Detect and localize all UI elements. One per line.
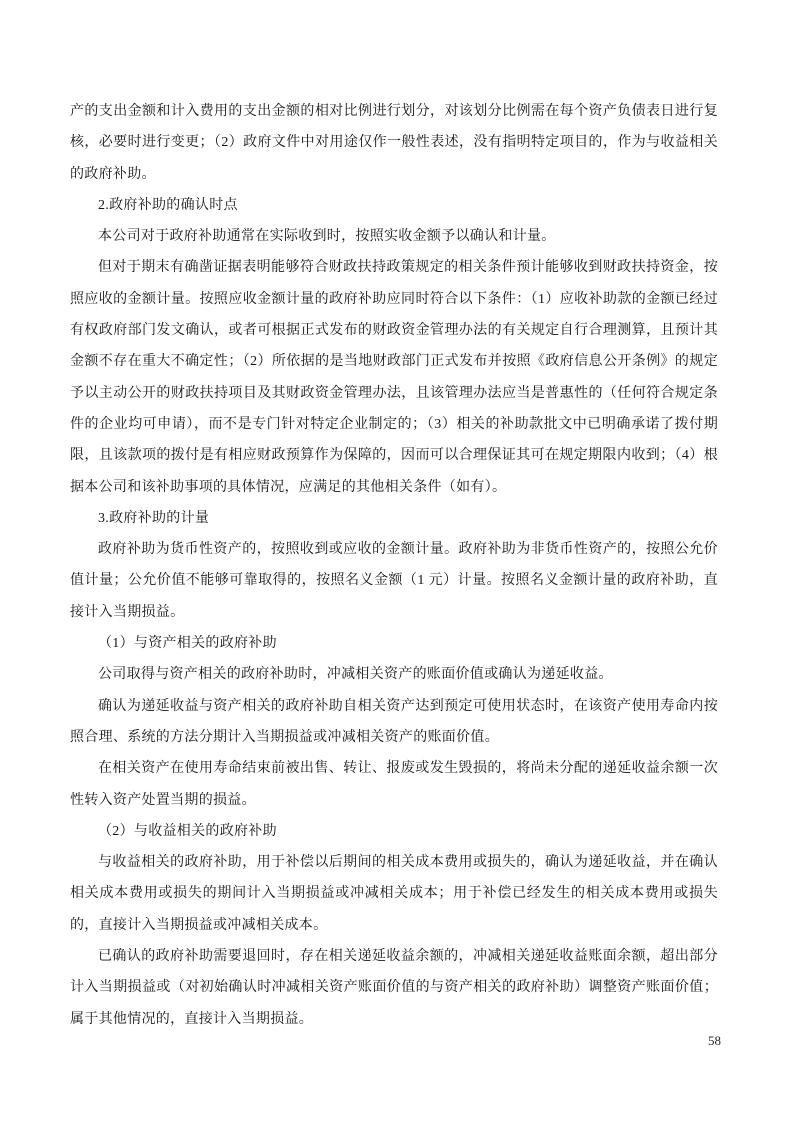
paragraph-monetary-nonmonetary-measurement: 政府补助为货币性资产的，按照收到或应收的金额计量。政府补助为非货币性资产的，按照公允价值计量；公允价值不能够可靠取得的，按照名义金额（1 元）计量。按照名义金额计量的政府补助，直接计入当期损益。 [70,542,718,620]
paragraph-income-subsidy-treatment: 与收益相关的政府补助，用于补偿以后期间的相关成本费用或损失的，确认为递延收益，并在确认相关成本费用或损失的期间计入当期损益或冲减相关成本；用于补偿已经发生的相关成本费用或损失的，直接计入当期损益或冲减相关成本。 [70,855,718,933]
paragraph-continuation: 产的支出金额和计入费用的支出金额的相对比例进行划分，对该划分比例需在每个资产负债表日进行复核，必要时进行变更；（2）政府文件中对用途仅作一般性表述，没有指明特定项目的，作为与收益相关的政府补助。 [70,104,718,182]
section-heading-subsidy-recognition-timing: 2.政府补助的确认时点 [98,197,238,213]
subheading-income-related-subsidy: （2）与收益相关的政府补助 [98,823,277,839]
page-body-text [70,96,718,1035]
section-heading-subsidy-measurement: 3.政府补助的计量 [98,510,210,526]
page-number: 58 [708,1033,721,1048]
paragraph-asset-subsidy-initial: 公司取得与资产相关的政府补助时，冲减相关资产的账面价值或确认为递延收益。 [98,667,613,683]
paragraph-asset-disposal-before-end-of-life: 在相关资产在使用寿命结束前被出售、转让、报废或发生毁损的，将尚未分配的递延收益余额一次性转入资产处置当期的损益。 [70,761,718,808]
paragraph-receivable-measurement-conditions: 但对于期末有确凿证据表明能够符合财政扶持政策规定的相关条件预计能够收到财政扶持资金，按照应收的金额计量。按照应收金额计量的政府补助应同时符合以下条件：（1）应收补助款的金额已经过有权政府部门发文确认，或者可根据正式发布的财政资金管理办法的有关规定自行合理测算，且预计其金额不存在重大不确定性；（2）所依据的是当地财政部门正式发布并按照《政府信息公开条例》的规定予以主动公开的财政扶持项目及其财政资金管理办法，且该管理办法应当是普惠性的（任何符合规定条件的企业均可申请），而不是专门针对特定企业制定的；（3）相关的补助款批文中已明确承诺了拨付期限，且该款项的拨付是有相应财政预算作为保障的，因而可以合理保证其可在规定期限内收到；（4）根据本公司和该补助事项的具体情况，应满足的其他相关条件（如有）。 [70,260,718,495]
paragraph-deferred-income-amortization: 确认为递延收益与资产相关的政府补助自相关资产达到预定可使用状态时，在该资产使用寿命内按照合理、系统的方法分期计入当期损益或冲减相关资产的账面价值。 [70,698,718,745]
paragraph-subsidy-refund: 已确认的政府补助需要退回时，存在相关递延收益余额的，冲减相关递延收益账面余额，超出部分计入当期损益或（对初始确认时冲减相关资产账面价值的与资产相关的政府补助）调整资产账面价值；属于其他情况的，直接计入当期损益。 [70,949,718,1027]
paragraph-recognition-on-receipt: 本公司对于政府补助通常在实际收到时，按照实收金额予以确认和计量。 [98,229,556,245]
subheading-asset-related-subsidy: （1）与资产相关的政府补助 [98,636,277,652]
